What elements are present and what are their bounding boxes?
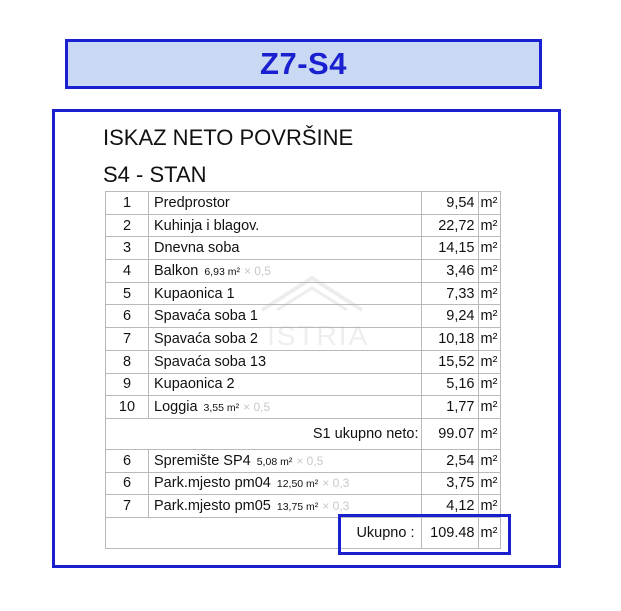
area-table	[105, 191, 501, 549]
room-name-cell	[149, 449, 422, 472]
room-name: Loggia	[154, 399, 198, 416]
room-name: Park.mjesto pm04	[154, 475, 271, 492]
table-row	[106, 305, 501, 328]
room-name-cell	[149, 260, 422, 283]
table-row	[106, 328, 501, 351]
total-label: Ukupno :	[149, 517, 422, 548]
table-row	[106, 237, 501, 260]
unit-label: m²	[478, 282, 500, 305]
room-name-cell	[149, 282, 422, 305]
room-area-value: 7,33	[421, 282, 478, 305]
row-number: 10	[106, 396, 149, 419]
table-row	[106, 350, 501, 373]
table-row	[106, 396, 501, 419]
unit-label: m²	[478, 373, 500, 396]
room-name: Kupaonica 2	[154, 376, 235, 393]
row-number: 6	[106, 449, 149, 472]
watermark-text: ISTRIA	[267, 320, 370, 351]
room-factor: × 0,5	[243, 263, 271, 278]
row-number: 7	[106, 495, 149, 518]
room-gross-area: 12,50 m²	[276, 478, 319, 491]
row-number: 6	[106, 305, 149, 328]
room-name: Park.mjesto pm05	[154, 498, 271, 515]
room-factor: × 0,3	[322, 499, 350, 514]
room-name-cell	[149, 373, 422, 396]
room-area-value: 10,18	[421, 328, 478, 351]
row-number: 2	[106, 214, 149, 237]
document-subheading: S4 - STAN	[103, 162, 207, 187]
room-name: Spavaća soba 13	[154, 353, 267, 370]
room-name: Kupaonica 1	[154, 285, 235, 302]
table-row	[106, 192, 501, 215]
row-number: 6	[106, 472, 149, 495]
empty-cell	[106, 517, 149, 548]
room-name-cell	[149, 305, 422, 328]
total-value: 109.48	[421, 517, 478, 548]
table-row	[106, 282, 501, 305]
table-row	[106, 373, 501, 396]
row-number: 5	[106, 282, 149, 305]
room-name-cell	[149, 214, 422, 237]
unit-label: m²	[478, 350, 500, 373]
room-area-value: 15,52	[421, 350, 478, 373]
unit-label: m²	[478, 418, 500, 449]
room-name: Balkon	[154, 262, 199, 279]
room-name: Predprostor	[154, 194, 230, 211]
table-row	[106, 472, 501, 495]
page-title: Z7-S4	[260, 46, 347, 81]
room-name-cell	[149, 237, 422, 260]
room-name: Spavaća soba 2	[154, 330, 258, 347]
row-number: 7	[106, 328, 149, 351]
subtotal-label: S1 ukupno neto:	[149, 418, 422, 449]
row-number: 8	[106, 350, 149, 373]
room-gross-area: 3,55 m²	[203, 402, 240, 415]
room-area-value: 9,24	[421, 305, 478, 328]
room-name-cell	[149, 328, 422, 351]
room-area-value: 5,16	[421, 373, 478, 396]
table-row	[106, 449, 501, 472]
unit-label: m²	[478, 495, 500, 518]
unit-label: m²	[478, 449, 500, 472]
title-banner	[65, 39, 542, 89]
subtotal-value: 99.07	[421, 418, 478, 449]
unit-label: m²	[478, 472, 500, 495]
room-area-value: 3,75	[421, 472, 478, 495]
room-area-value: 9,54	[421, 192, 478, 215]
table-row	[106, 214, 501, 237]
room-name-cell	[149, 472, 422, 495]
room-area-value: 3,46	[421, 260, 478, 283]
room-area-value: 2,54	[421, 449, 478, 472]
unit-label: m²	[478, 192, 500, 215]
row-number: 1	[106, 192, 149, 215]
unit-label: m²	[478, 237, 500, 260]
room-area-value: 1,77	[421, 396, 478, 419]
table-row	[106, 260, 501, 283]
room-name: Spremište SP4	[154, 452, 251, 469]
room-gross-area: 5,08 m²	[256, 455, 293, 468]
unit-label: m²	[478, 328, 500, 351]
room-factor: × 0,5	[296, 453, 324, 468]
room-area-value: 22,72	[421, 214, 478, 237]
room-name: Kuhinja i blagov.	[154, 217, 260, 234]
empty-cell	[106, 418, 149, 449]
row-number: 3	[106, 237, 149, 260]
subtotal-row	[106, 418, 501, 449]
unit-label: m²	[478, 305, 500, 328]
room-gross-area: 13,75 m²	[276, 501, 319, 514]
row-number: 9	[106, 373, 149, 396]
room-name-cell	[149, 396, 422, 419]
unit-label: m²	[478, 214, 500, 237]
unit-label: m²	[478, 517, 500, 548]
unit-label: m²	[478, 396, 500, 419]
room-area-value: 4,12	[421, 495, 478, 518]
room-gross-area: 6,93 m²	[204, 265, 240, 278]
room-name: Spavaća soba 1	[154, 308, 258, 325]
row-number: 4	[106, 260, 149, 283]
room-name-cell	[149, 350, 422, 373]
room-name-cell	[149, 192, 422, 215]
total-highlight-box	[338, 514, 511, 555]
room-name: Dnevna soba	[154, 240, 240, 257]
room-factor: × 0,3	[322, 476, 350, 491]
document-heading: ISKAZ NETO POVRŠINE	[103, 125, 354, 150]
room-area-value: 14,15	[421, 237, 478, 260]
unit-label: m²	[478, 260, 500, 283]
room-factor: × 0,5	[243, 400, 271, 415]
